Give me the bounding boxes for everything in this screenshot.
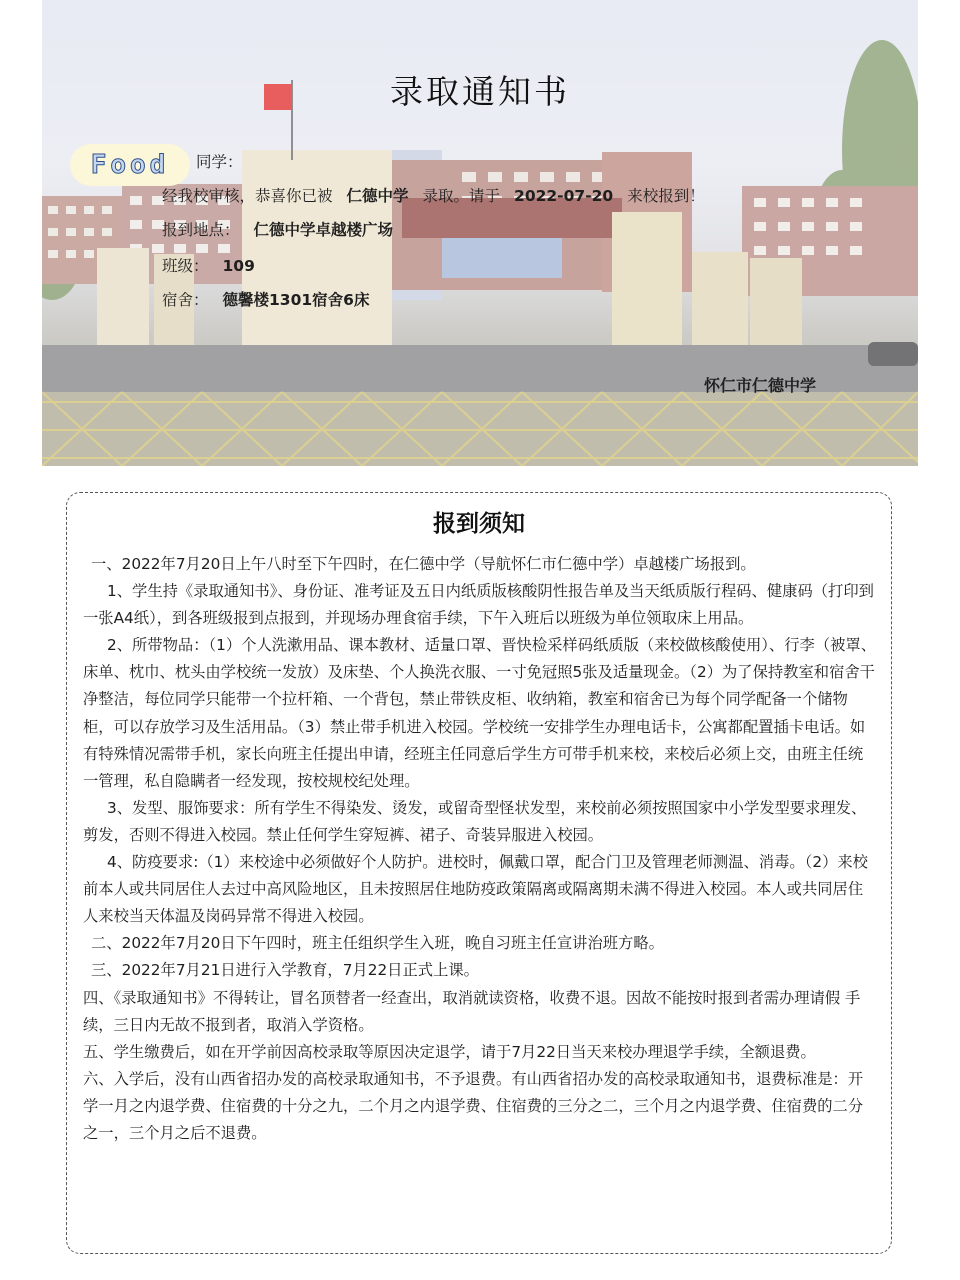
- report-date: 2022-07-20: [514, 187, 614, 205]
- admission-line: [162, 184, 705, 206]
- notice-paragraph: 4、防疫要求:（1）来校途中必须做好个人防护。进校时，佩戴口罩，配合门卫及管理老师测温、消毒。（2）来校前本人或共同居住人去过中高风险地区，且未按照居住地防疫政策隔离或隔离期未满不得进入校园。本人或共同居住人来校当天体温及岗码异常不得进入校园。: [83, 853, 868, 926]
- admission-mid: 录取。请于: [422, 187, 501, 205]
- notice-paragraph: 五、学生缴费后，如在开学前因高校录取等原因决定退学，请于7月22日当天来校办理退学手续，全额退费。: [83, 1042, 816, 1061]
- admission-suffix: 来校报到！: [627, 187, 705, 205]
- notice-paragraph: 四、《录取通知书》不得转让，冒名顶替者一经查出，取消就读资格，收费不退。因故不能按时报到者需办理请假 手续，三日内无故不报到者，取消入学资格。: [83, 988, 861, 1034]
- registration-notice: [66, 492, 892, 1254]
- school-signature: 怀仁市仁德中学: [704, 376, 817, 395]
- location-value: 仁德中学卓越楼广场: [253, 221, 394, 239]
- salutation: 同学：: [196, 153, 243, 171]
- notice-title: 报到须知: [433, 511, 525, 537]
- notice-paragraph: 三、2022年7月21日进行入学教育，7月22日正式上课。: [91, 961, 479, 980]
- notice-paragraph: 3、发型、服饰要求：所有学生不得染发、烫发，或留奇型怪状发型，来校前必须按照国家中小学发型要求理发、剪发，否则不得进入校园。禁止任何学生穿短裤、裙子、奇装异服进入校园。: [83, 798, 867, 844]
- notice-paragraph: 六、入学后，没有山西省招办发的高校录取通知书，不予退费。有山西省招办发的高校录取通知书，退费标准是：开学一月之内退学费、住宿费的十分之九，二个月之内退学费、住宿费的三分之二，三个月之内退学费、住宿费的二分之一，三个月之后不退费。: [83, 1069, 864, 1142]
- letter-title: 录取通知书: [390, 72, 570, 111]
- dorm-line: [162, 288, 369, 310]
- location-line: [162, 218, 393, 240]
- notice-paragraph: 一、2022年7月20日上午八时至下午四时，在仁德中学（导航怀仁市仁德中学）卓越楼广场报到。: [91, 555, 756, 573]
- notice-paragraph: 1、学生持《录取通知书》、身份证、准考证及五日内纸质版核酸阴性报告单及当天纸质版行程码、健康码（打印到一张A4纸），到各班级报到点报到，并现场办理食宿手续，下午入班后以班级为单位领取床上用品。: [83, 582, 874, 628]
- class-value: 109: [222, 257, 255, 275]
- food-sticker: Food: [70, 144, 190, 186]
- dorm-value: 德馨楼1301宿舍6床: [222, 291, 370, 309]
- notice-paragraph: 二、2022年7月20日下午四时，班主任组织学生入班，晚自习班主任宣讲治班方略。: [91, 934, 664, 953]
- class-label: 班级：: [162, 257, 209, 275]
- school-name: 仁德中学: [346, 187, 409, 205]
- admission-letter-banner: [42, 0, 918, 466]
- class-line: [162, 254, 255, 276]
- admission-prefix: 经我校审核，恭喜你已被: [162, 187, 333, 205]
- notice-paragraph: 2、所带物品：（1）个人洗漱用品、课本教材、适量口罩、晋快检采样码纸质版（来校做核酸使用）、行李（被罩、床单、枕巾、枕头由学校统一发放）及床垫、个人换洗衣服、一寸免冠照5张及适量现金。（2）为了保持教室和宿舍干净整洁，每位同学只能带一个拉杆箱、一个背包，禁止带铁皮柜、收纳箱，教室和宿舍已为每个同学配备一个储物柜，可以存放学习及生活用品。（3）禁止带手机进入校园。学校统一安排学生办理电话卡，公寓都配置插卡电话。如有特殊情况需带手机，家长向班主任提出申请，经班主任同意后学生方可带手机来校，来校后必须上交，由班主任统一管理，私自隐瞒者一经发现，按校规校纪处理。: [83, 636, 877, 790]
- notice-body: [83, 551, 877, 1147]
- location-label: 报到地点：: [162, 221, 240, 239]
- dorm-label: 宿舍：: [162, 291, 209, 309]
